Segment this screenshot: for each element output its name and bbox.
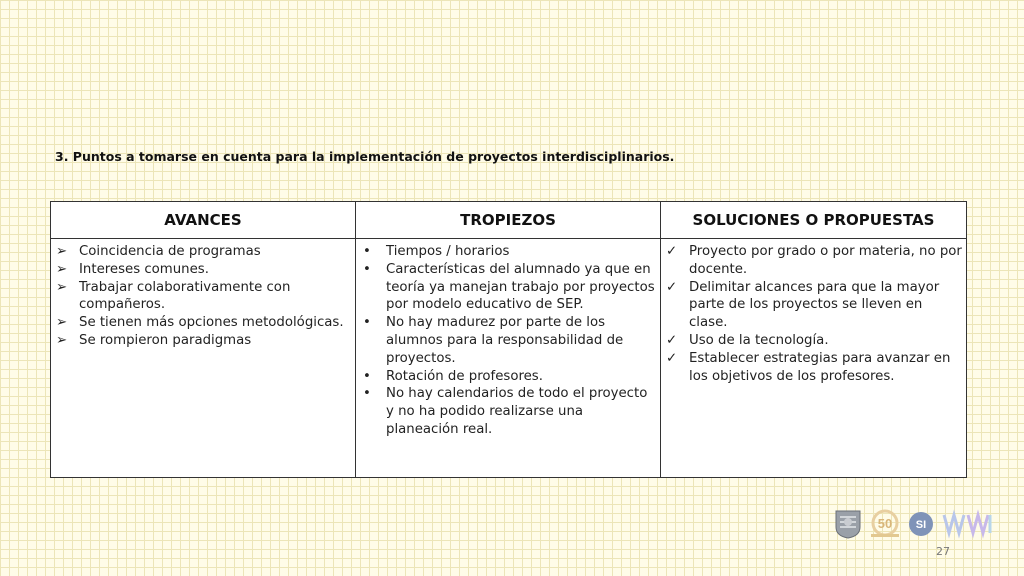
dot-bullet-icon: •	[363, 386, 371, 402]
arrow-bullet-icon: ➢	[56, 315, 68, 331]
arrow-bullet-icon: ➢	[56, 244, 68, 259]
list-item	[665, 350, 962, 386]
arrow-bullet-icon: ➢	[56, 261, 68, 277]
page-number: 27	[936, 545, 950, 558]
list-item	[55, 279, 351, 315]
list-item	[360, 243, 656, 261]
list-item	[55, 261, 351, 279]
header-tropiezos: TROPIEZOS	[356, 202, 661, 239]
soluciones-list	[665, 243, 962, 385]
soluciones-cell	[661, 239, 967, 478]
list-item-text: Tiempos / horarios	[386, 244, 510, 259]
list-item	[360, 261, 656, 314]
logo-50-text: 50	[877, 516, 893, 531]
list-item	[665, 243, 962, 279]
dot-bullet-icon: •	[363, 261, 371, 277]
list-item	[55, 314, 351, 332]
list-item-text: Establecer estrategias para avanzar en los objetivos de los profesores.	[689, 350, 951, 384]
list-item-text: Trabajar colaborativamente con compañeros.	[79, 279, 291, 313]
dot-bullet-icon: •	[363, 368, 371, 384]
list-item	[55, 243, 351, 261]
list-item	[360, 368, 656, 386]
table-header-row	[51, 202, 967, 239]
tropiezos-cell	[356, 239, 661, 478]
wave-lines-logo	[940, 509, 996, 539]
section-heading: 3. Puntos a tomarse en cuenta para la implementación de proyectos interdisciplinarios.	[55, 149, 675, 164]
list-item-text: No hay calendarios de todo el proyecto y no ha podido realizarse una planeación real.	[386, 386, 648, 437]
list-item-text: Características del alumnado ya que en teoría ya manejan trabajo por proyectos por modelo educativo de SEP.	[386, 261, 655, 313]
university-crest-icon	[834, 509, 862, 539]
list-item-text: Delimitar alcances para que la mayor parte de los proyectos se lleven en clase.	[689, 279, 940, 331]
checkmark-bullet-icon: ✓	[666, 244, 678, 259]
list-item-text: Coincidencia de programas	[79, 244, 261, 259]
avances-cell	[51, 239, 356, 478]
list-item	[55, 332, 351, 350]
list-item-text: Proyecto por grado o por materia, no por docente.	[689, 244, 962, 277]
list-item-text: Se rompieron paradigmas	[79, 332, 252, 348]
list-item-text: Se tienen más opciones metodológicas.	[79, 315, 344, 331]
checkmark-bullet-icon: ✓	[666, 279, 678, 295]
list-item-text: Uso de la tecnología.	[689, 332, 829, 348]
dot-bullet-icon: •	[363, 244, 371, 259]
table-body-row	[51, 239, 967, 478]
logo-si-text: SI	[915, 519, 927, 531]
header-avances: AVANCES	[51, 202, 356, 239]
list-item	[360, 314, 656, 367]
list-item-text: Rotación de profesores.	[386, 368, 543, 384]
anniversary-50-logo	[868, 509, 902, 539]
comparison-table	[50, 201, 967, 478]
dot-bullet-icon: •	[363, 315, 371, 331]
list-item	[665, 332, 962, 350]
list-item-text: Intereses comunes.	[79, 261, 209, 277]
checkmark-bullet-icon: ✓	[666, 332, 678, 348]
list-item-text: No hay madurez por parte de los alumnos para la responsabilidad de proyectos.	[386, 315, 624, 366]
header-soluciones: SOLUCIONES O PROPUESTAS	[661, 202, 967, 239]
checkmark-bullet-icon: ✓	[666, 350, 678, 366]
arrow-bullet-icon: ➢	[56, 279, 68, 295]
list-item	[665, 279, 962, 332]
arrow-bullet-icon: ➢	[56, 332, 68, 348]
avances-list	[55, 243, 351, 350]
tropiezos-list	[360, 243, 656, 439]
si-logo	[906, 510, 936, 538]
list-item	[360, 385, 656, 438]
